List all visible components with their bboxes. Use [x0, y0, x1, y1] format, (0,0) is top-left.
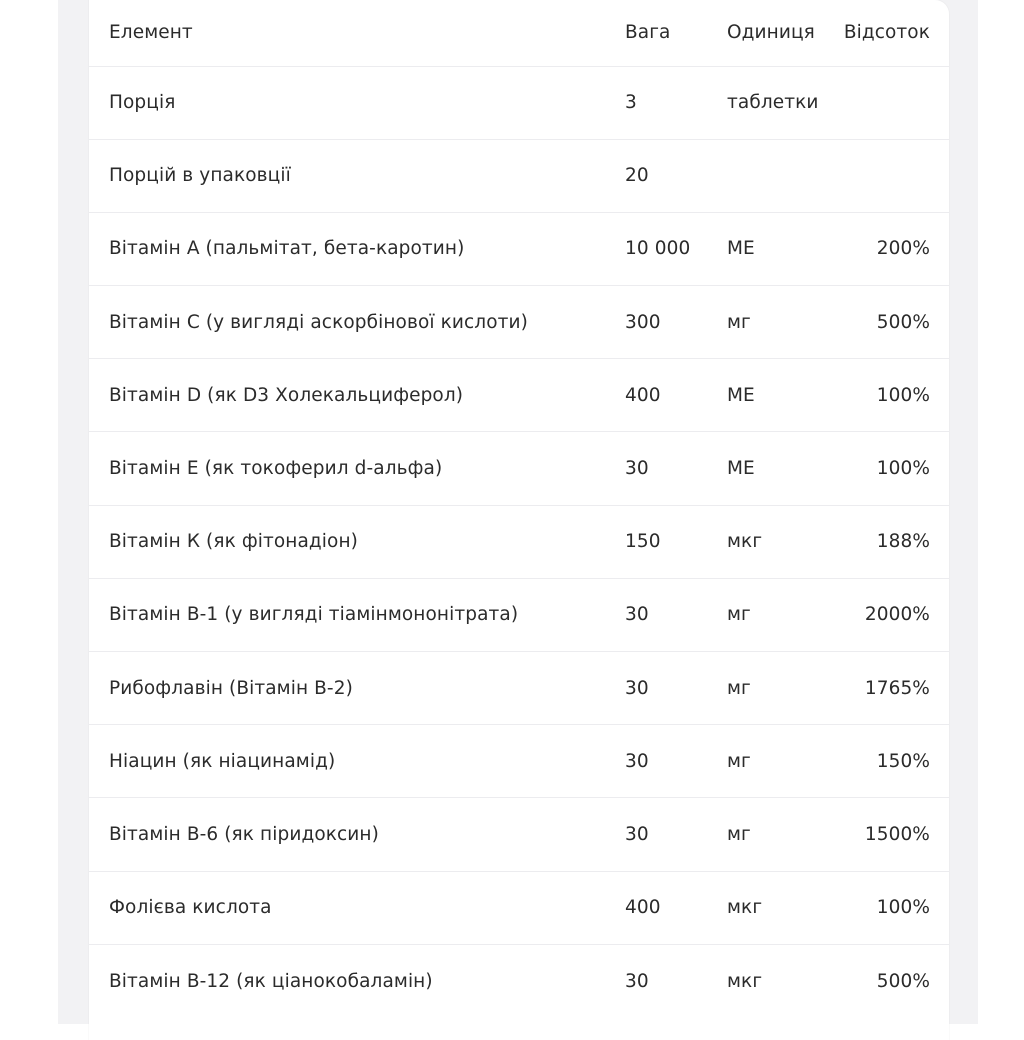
cell-percent: 500% [876, 311, 930, 333]
cell-weight: 400 [625, 897, 661, 919]
cell-unit: мг [727, 677, 751, 699]
table-row [89, 139, 949, 212]
header-unit: Одиниця [727, 22, 815, 44]
cell-percent: 2000% [864, 604, 930, 626]
cell-element: Вітамін В-6 (як піридоксин) [109, 823, 379, 845]
table-row [89, 359, 949, 432]
table-row [89, 505, 949, 578]
cell-weight: 30 [625, 970, 649, 992]
cell-percent: 100% [876, 384, 930, 406]
cell-percent: 200% [876, 238, 930, 260]
cell-weight: 300 [625, 311, 661, 333]
table-row [89, 578, 949, 651]
cell-unit: мкг [727, 970, 763, 992]
cell-element: Рибофлавін (Вітамін В-2) [109, 677, 353, 699]
table-row [89, 652, 949, 725]
cell-unit: МЕ [727, 238, 755, 260]
cell-weight: 10 000 [625, 238, 691, 260]
table-row [89, 944, 949, 1017]
cell-element: Вітамін С (у вигляді аскорбінової кислоти) [109, 311, 528, 333]
cell-unit: мг [727, 823, 751, 845]
cell-percent [829, 66, 949, 139]
cell-unit [727, 139, 829, 212]
cell-element: Вітамін В-12 (як ціанокобаламін) [109, 970, 433, 992]
table-row [89, 798, 949, 871]
table-row [89, 212, 949, 285]
cell-percent: 500% [876, 970, 930, 992]
cell-percent: 1500% [864, 823, 930, 845]
cell-weight: 30 [625, 604, 649, 626]
cell-element: Фолієва кислота [109, 897, 272, 919]
cell-unit: таблетки [727, 92, 819, 114]
cell-unit: мг [727, 311, 751, 333]
cell-weight: 30 [625, 677, 649, 699]
nutrition-table [89, 0, 949, 1017]
cell-element: Ніацин (як ніацинамід) [109, 750, 336, 772]
cell-element: Вітамін В-1 (у вигляді тіамінмононітрата) [109, 604, 519, 626]
cell-unit: мкг [727, 531, 763, 553]
cell-element: Вітамін К (як фітонадіон) [109, 531, 358, 553]
cell-weight: 20 [625, 165, 649, 187]
cell-percent: 1765% [864, 677, 930, 699]
cell-unit: мкг [727, 897, 763, 919]
header-element: Елемент [109, 22, 193, 44]
table-row [89, 66, 949, 139]
cell-element: Вітамін Е (як токоферил d-альфа) [109, 458, 443, 480]
cell-percent: 100% [876, 897, 930, 919]
cell-weight: 400 [625, 384, 661, 406]
cell-weight: 30 [625, 458, 649, 480]
cell-weight: 150 [625, 531, 661, 553]
nutrition-table-card [89, 0, 949, 1040]
table-header-row [89, 0, 949, 66]
table-row [89, 286, 949, 359]
cell-element: Порцій в упаковції [109, 165, 291, 187]
cell-unit: мг [727, 750, 751, 772]
cell-percent: 100% [876, 458, 930, 480]
cell-weight: 30 [625, 750, 649, 772]
cell-unit: МЕ [727, 458, 755, 480]
table-row [89, 725, 949, 798]
table-row [89, 432, 949, 505]
cell-element: Вітамін D (як D3 Холекальциферол) [109, 384, 464, 406]
table-row [89, 871, 949, 944]
cell-percent [829, 139, 949, 212]
cell-percent: 150% [876, 750, 930, 772]
cell-unit: мг [727, 604, 751, 626]
cell-element: Порція [109, 92, 176, 114]
cell-percent: 188% [876, 531, 930, 553]
cell-weight: 30 [625, 823, 649, 845]
cell-weight: 3 [625, 92, 637, 114]
cell-unit: МЕ [727, 384, 755, 406]
header-percent: Відсоток [843, 22, 930, 44]
cell-element: Вітамін А (пальмітат, бета-каротин) [109, 238, 465, 260]
header-weight: Вага [625, 22, 671, 44]
